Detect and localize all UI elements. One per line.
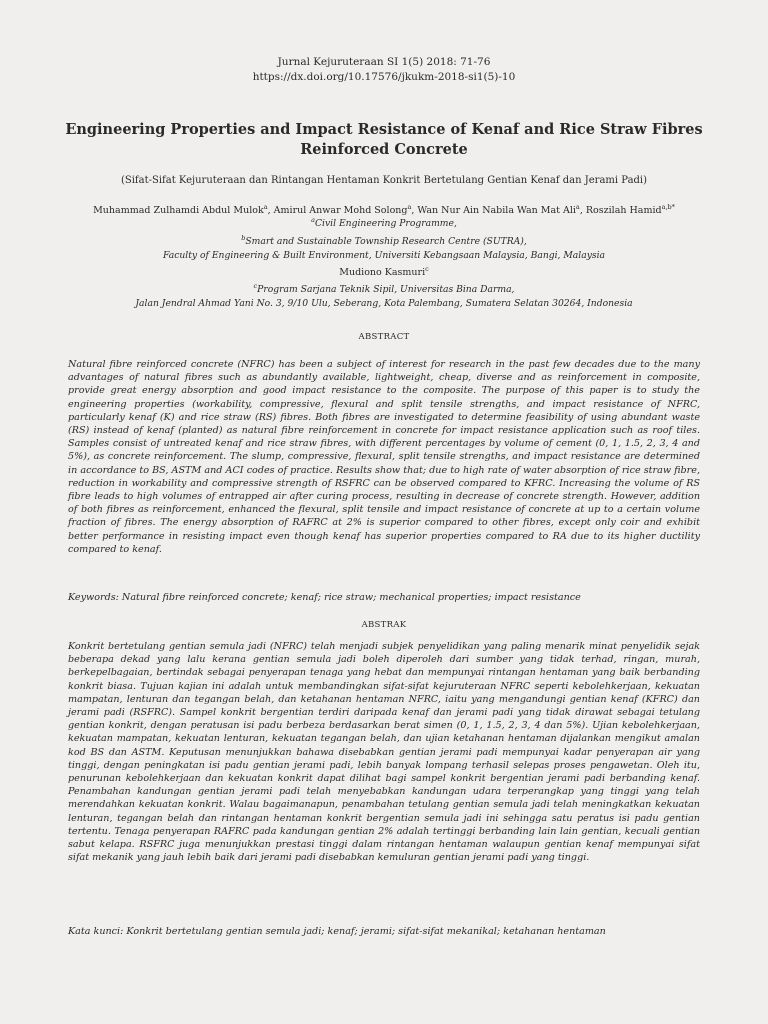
- author-5: Mudiono Kasmuri: [339, 267, 426, 279]
- author-4-sup: a,b*: [661, 203, 675, 211]
- author-4: Roszilah Hamid: [585, 205, 662, 217]
- affiliation-c-sup: c: [253, 282, 258, 290]
- author-2: Amirul Anwar Mohd Solong: [273, 205, 408, 217]
- affiliation-c: [40, 279, 728, 297]
- author-1: Muhammad Zulhamdi Abdul Mulok: [93, 205, 264, 217]
- affiliation-a-sup: a: [311, 216, 315, 224]
- abstrak-keywords: Kata kunci: Konkrit bertetulang gentian semula jadi; kenaf; jerami; sifat-sifat mekanikal; ketahanan hentaman: [68, 926, 606, 937]
- affiliation-b-sup: b: [241, 234, 246, 243]
- affiliation-block-2: [40, 279, 728, 311]
- abstract-heading: ABSTRACT: [358, 332, 410, 342]
- author-3: Wan Nur Ain Nabila Wan Mat Ali: [417, 205, 576, 217]
- abstrak-heading: ABSTRAK: [361, 620, 407, 630]
- affiliation-a-text: Civil Engineering Programme,: [315, 218, 457, 230]
- author-5-sup: c: [425, 265, 429, 273]
- paper-subtitle: (Sifat-Sifat Kejuruteraan dan Rintangan Hentaman Konkrit Bertetulang Gentian Kenaf dan Jerami Padi): [120, 175, 648, 186]
- author-list: Muhammad Zulhamdi Abdul Mulok$^a$, Amirul Anwar Mohd Solong$^a$, Wan Nur Ain Nabila Wan Mat Ali$^a$, Roszilah Hamid$^{a,b*}$: [93, 203, 675, 217]
- author-5-line: [40, 265, 728, 278]
- paper-title: Engineering Properties and Impact Resistance of Kenaf and Rice Straw Fibres Reinforced Concrete: [65, 121, 703, 158]
- journal-header: [0, 55, 768, 85]
- author-2-sup: a: [407, 203, 412, 211]
- affiliation-c-address: Jalan Jendral Ahmad Yani No. 3, 9/10 Ulu, Seberang, Kota Palembang, Sumatera Selatan 30264, Indonesia: [135, 298, 633, 310]
- abstract-body: Natural fibre reinforced concrete (NFRC) has been a subject of interest for research in the past few decades due to the many advantages of natural fibres such as abundantly available, lightweight, cheap, diverse and as reinforcement in composite, provide great energy absorption and good impact resistance to the composite. The purpose of this paper is to study the engineering properties (workability, compressive, flexural and split tensile strengths, and impact resistance of NFRC, particularly kenaf (K) and rice straw (RS) fibres. Both fibres are investigated to determine feasibility of using abundant waste (RS) instead of kenaf (planted) as natural fibre reinforcement in concrete for impact resistance application such as roof tiles. Samples consist of untreated kenaf and rice straw fibres, with different percentages by volume of cement (0, 1, 1.5, 2, 3, 4 and 5%), as concrete reinforcement. The slump, compressive, flexural, split tensile strengths, and impact resistance are determined in accordance to BS, ASTM and ACI codes of practice. Results show that; due to high rate of water absorption of rice straw fibre, reduction in workability and compressive strength of RSFRC can be observed compared to KFRC. Increasing the volume of RS fibre leads to high volumes of entrapped air after curing process, resulting in decrease of concrete strength. However, addition of both fibres as reinforcement, enhanced the flexural, split tensile and impact resistance of concrete at up to a certain volume fraction of fibres. The energy absorption of RAFRC at 2% is superior compared to other fibres, except only coir and exhibit better performance in resisting impact even though kenaf has superior properties compared to RA due to its higher ductility compared to kenaf.: [68, 359, 700, 555]
- affiliation-block-1: [40, 213, 728, 263]
- journal-citation: Jurnal Kejuruteraan SI 1(5) 2018: 71-76: [277, 56, 491, 68]
- affiliation-a: [40, 213, 728, 231]
- affiliation-faculty: Faculty of Engineering & Built Environment, Universiti Kebangsaan Malaysia, Bangi, Malaysia: [162, 250, 606, 262]
- journal-doi: https://dx.doi.org/10.17576/jkukm-2018-si1(5)-10: [252, 71, 516, 83]
- abstrak-body: Konkrit bertetulang gentian semula jadi (NFRC) telah menjadi subjek penyelidikan yang paling menarik minat penyelidik sejak beberapa dekad yang lalu kerana gentian semula jadi boleh diperoleh dari sumber yang tidak terhad, ringan, murah, berkepelbagaian, bertindak sebagai penyerapan tenaga yang hebat dan mempunyai rintangan hentaman yang baik berbanding konkrit biasa. Tujuan kajian ini adalah untuk membandingkan sifat-sifat kejuruteraan NFRC seperti kebolehkerjaan, kekuatan mampatan, lenturan dan tegangan belah, dan ketahanan hentaman NFRC, iaitu yang mengandungi gentian kenaf (KFRC) dan jerami padi (RSFRC). Sampel konkrit bergentian terdiri daripada kenaf dan jerami padi yang tidak dirawat sebagai tetulang gentian konkrit, dengan peratusan isi padu berbeza berdasarkan berat simen (0, 1, 1.5, 2, 3, 4 dan 5%). Ujian kebolehkerjaan, kekuatan mampatan, kekuatan lenturan, kekuatan tegangan belah, dan ujian ketahanan hentaman dijalankan mengikut amalan kod BS dan ASTM. Keputusan menunjukkan bahawa disebabkan gentian jerami padi mempunyai kadar penyerapan air yang tinggi, dengan peningkatan isi padu gentian jerami padi, lebih banyak lompang terhasil selepas proses pengawetan. Oleh itu, penurunan kebolehkerjaan dan kekuatan konkrit dapat dilihat bagi sampel konkrit bergentian jerami padi berbanding kenaf. Penambahan kandungan gentian jerami padi telah menyebabkan kandungan udara terperangkap yang tinggi yang telah merendahkan kekuatan konkrit. Walau bagaimanapun, penambahan tetulang gentian semula jadi telah meningkatkan kekuatan lenturan, tegangan belah dan rintangan hentaman konkrit bergentian semula jadi ini sehingga satu peratus isi padu gentian tertentu. Tenaga penyerapan RAFRC pada kandungan gentian 2% adalah tertinggi berbanding lain lain gentian, kecuali gentian sabut kelapa. RSFRC juga menunjukkan prestasi tinggi dalam rintangan hentaman walaupun gentian kenaf mempunyai sifat sifat mekanik yang jauh lebih baik dari jerami padi disebabkan kemuluran gentian jerami padi yang tinggi.: [68, 641, 700, 864]
- affiliation-c-text: Program Sarjana Teknik Sipil, Universitas Bina Darma,: [257, 284, 515, 296]
- abstract-keywords: Keywords: Natural fibre reinforced concrete; kenaf; rice straw; mechanical properties; impact resistance: [68, 592, 581, 603]
- affiliation-b: [40, 231, 728, 249]
- author-3-sup: a: [575, 203, 580, 211]
- affiliation-b-text: Smart and Sustainable Township Research Centre (SUTRA),: [245, 236, 527, 248]
- author-1-sup: a: [263, 203, 268, 211]
